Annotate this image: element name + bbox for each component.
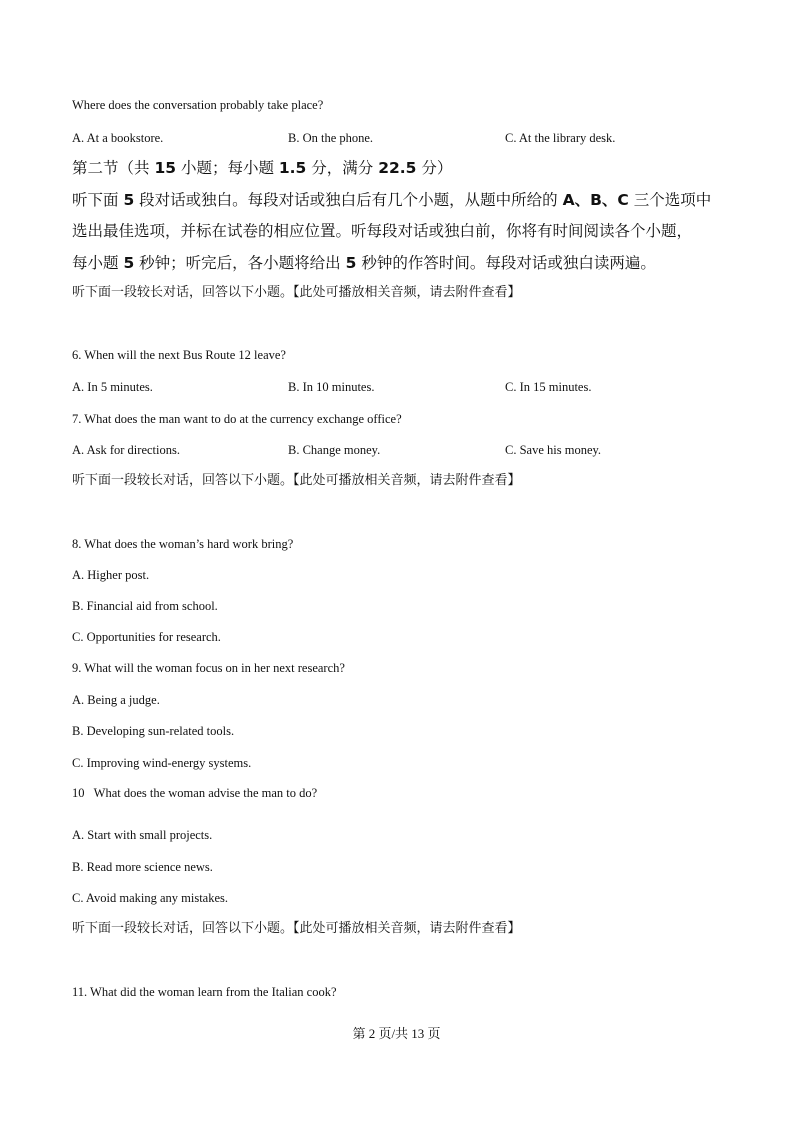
q9-option-b: B. Developing sun-related tools.: [72, 724, 235, 738]
q7-option-a: A. Ask for directions.: [72, 443, 180, 457]
q5-option-b: B. On the phone.: [288, 131, 374, 145]
q6-option-b: B. In 10 minutes.: [288, 380, 375, 394]
q6-option-a: A. In 5 minutes.: [72, 380, 153, 394]
instruction-text: 秒钟的作答时间。每段对话或独白读两遍。: [356, 254, 656, 272]
q5-option-c: C. At the library desk.: [505, 131, 616, 145]
question-9: 9. What will the woman focus on in her next research?: [72, 661, 345, 675]
page-number: 第 2 页/共 13 页: [352, 1026, 441, 1041]
instruction-number: 5: [123, 254, 135, 272]
instruction-number: 5: [123, 191, 135, 209]
dialog-note: 听下面一段较长对话，回答以下小题。【此处可播放相关音频，请去附件查看】: [72, 285, 521, 300]
q7-option-b: B. Change money.: [288, 443, 381, 457]
instruction-line-2: 选出最佳选项，并标在试卷的相应位置。听每段对话或独白前，你将有时间阅读各个小题，: [72, 222, 693, 240]
q8-option-a: A. Higher post.: [72, 568, 150, 582]
instruction-line-3: [72, 253, 656, 273]
question-6: 6. When will the next Bus Route 12 leave?: [72, 348, 286, 362]
heading-text: 分）: [416, 159, 453, 177]
instruction-text: 听下面: [72, 191, 124, 209]
question-10: 10 What does the woman advise the man to do?: [72, 786, 318, 800]
dialog-note: 听下面一段较长对话，回答以下小题。【此处可播放相关音频，请去附件查看】: [72, 921, 521, 936]
section-heading: [72, 158, 452, 178]
q10-option-a: A. Start with small projects.: [72, 828, 213, 842]
instruction-text: 秒钟；听完后，各小题将给出: [134, 254, 346, 272]
dialog-note: 听下面一段较长对话，回答以下小题。【此处可播放相关音频，请去附件查看】: [72, 473, 521, 488]
heading-text: 第二节（共: [72, 159, 155, 177]
instruction-number: 5: [345, 254, 357, 272]
heading-question-count: 15: [154, 159, 177, 177]
q5-option-a: A. At a bookstore.: [72, 131, 164, 145]
heading-text: 小题；每小题: [176, 159, 279, 177]
q9-option-c: C. Improving wind-energy systems.: [72, 756, 252, 770]
q9-option-a: A. Being a judge.: [72, 693, 160, 707]
question-11: 11. What did the woman learn from the Italian cook?: [72, 985, 337, 999]
q6-option-c: C. In 15 minutes.: [505, 380, 592, 394]
instruction-text: 三个选项中: [628, 191, 712, 209]
q7-option-c: C. Save his money.: [505, 443, 602, 457]
instruction-options: A、B、C: [562, 191, 629, 209]
q8-option-b: B. Financial aid from school.: [72, 599, 218, 613]
instruction-line-1: [72, 190, 711, 210]
heading-total-points: 22.5: [378, 159, 417, 177]
instruction-text: 段对话或独白。每段对话或独白后有几个小题，从题中所给的: [134, 191, 563, 209]
question-8: 8. What does the woman’s hard work bring?: [72, 537, 294, 551]
q8-option-c: C. Opportunities for research.: [72, 630, 221, 644]
heading-text: 分，满分: [306, 159, 379, 177]
instruction-text: 每小题: [72, 254, 124, 272]
q10-option-c: C. Avoid making any mistakes.: [72, 891, 229, 905]
heading-points-each: 1.5: [278, 159, 307, 177]
question-5: Where does the conversation probably take place?: [72, 98, 324, 112]
question-7: 7. What does the man want to do at the currency exchange office?: [72, 412, 402, 426]
q10-option-b: B. Read more science news.: [72, 860, 213, 874]
